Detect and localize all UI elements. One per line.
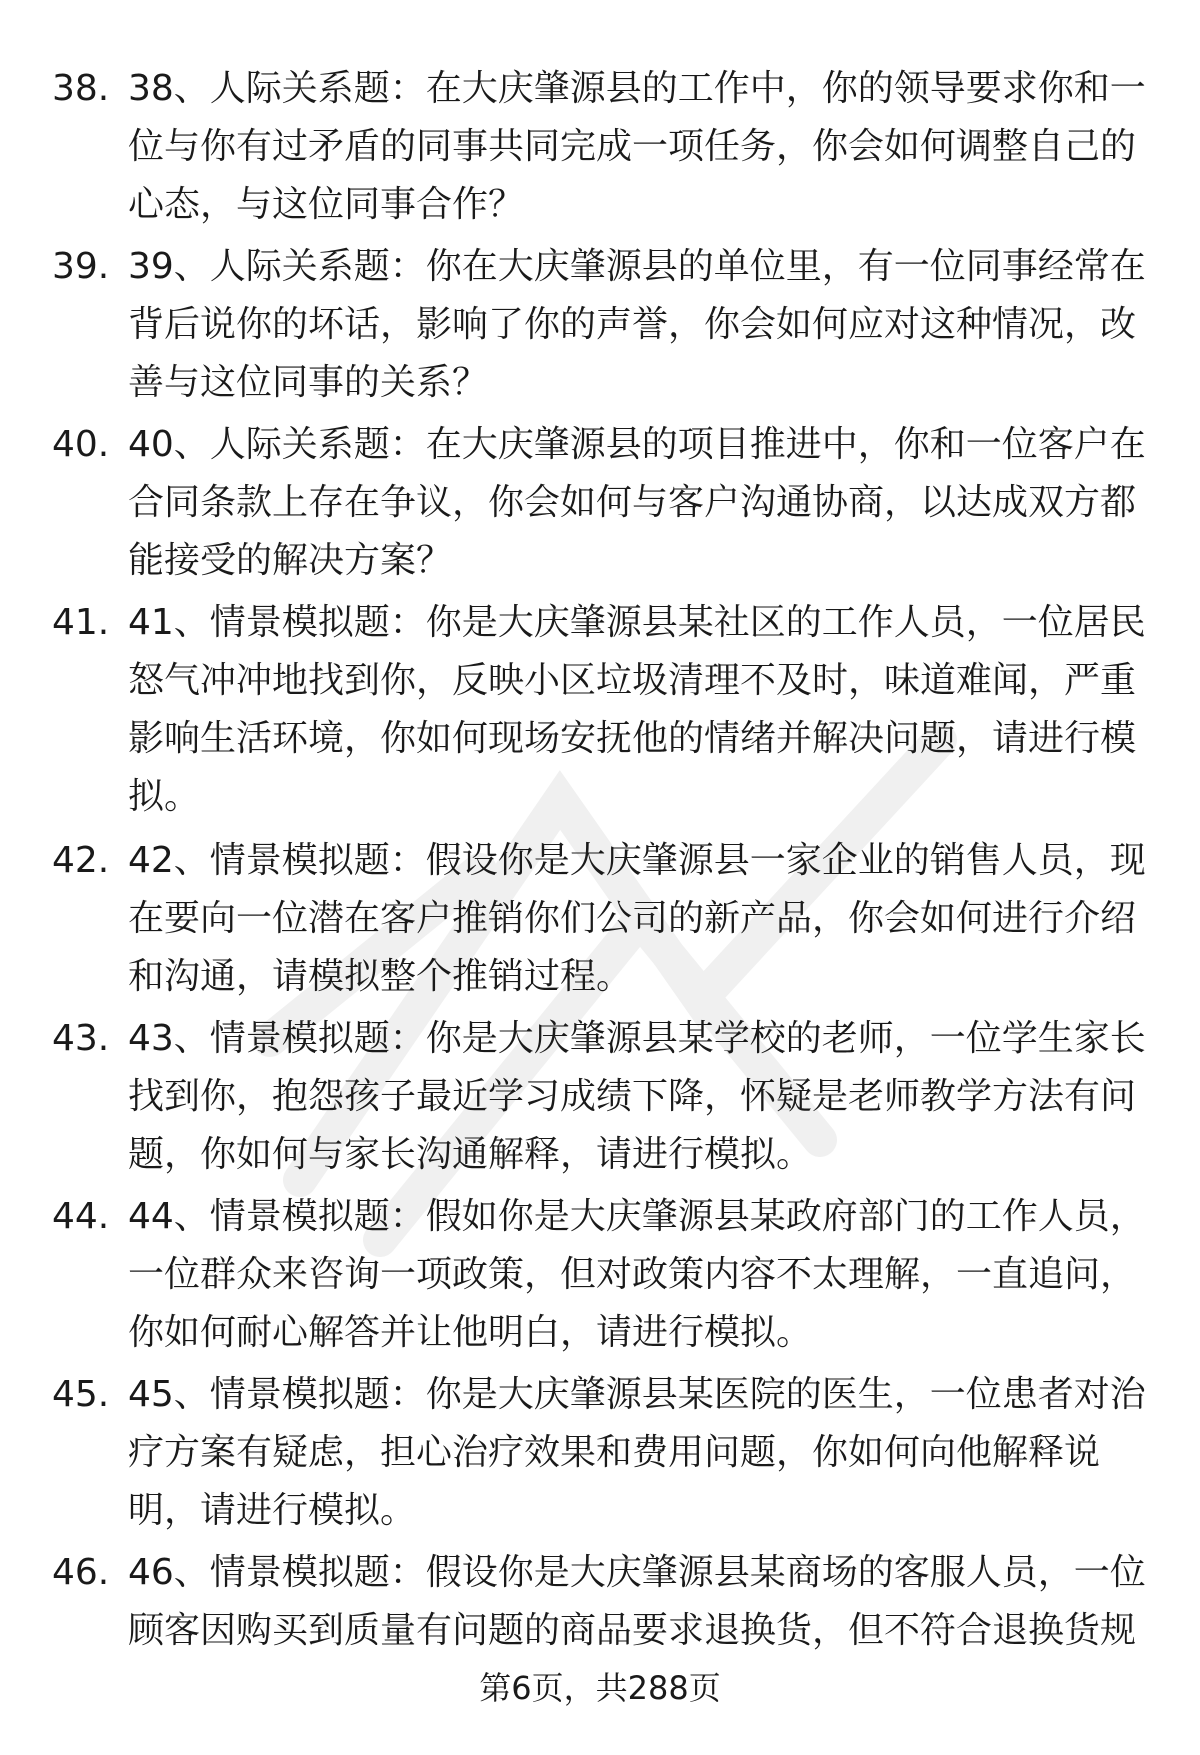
question-text: 40、人际关系题：在大庆肇源县的项目推进中，你和一位客户在合同条款上存在争议，你会如何与客户沟通协商，以达成双方都能接受的解决方案？ xyxy=(128,424,1146,581)
question-text: 44、情景模拟题：假如你是大庆肇源县某政府部门的工作人员，一位群众来咨询一项政策，但对政策内容不太理解，一直追问，你如何耐心解答并让他明白，请进行模拟。 xyxy=(128,1196,1146,1353)
question-text: 42、情景模拟题：假设你是大庆肇源县一家企业的销售人员，现在要向一位潜在客户推销你们公司的新产品，你会如何进行介绍和沟通，请模拟整个推销过程。 xyxy=(128,840,1146,997)
question-item xyxy=(0,594,1200,832)
question-item xyxy=(0,238,1200,416)
question-number: 45. xyxy=(52,1374,110,1415)
question-item xyxy=(0,1010,1200,1188)
question-item xyxy=(0,832,1200,1010)
question-number: 41. xyxy=(52,602,110,643)
question-text: 41、情景模拟题：你是大庆肇源县某社区的工作人员，一位居民怒气冲冲地找到你，反映小区垃圾清理不及时，味道难闻，严重影响生活环境，你如何现场安抚他的情绪并解决问题，请进行模拟。 xyxy=(128,602,1146,817)
question-item xyxy=(0,1366,1200,1544)
question-number: 39. xyxy=(52,246,110,287)
question-text: 39、人际关系题：你在大庆肇源县的单位里，有一位同事经常在背后说你的坏话，影响了你的声誉，你会如何应对这种情况，改善与这位同事的关系？ xyxy=(128,246,1146,403)
question-text: 38、人际关系题：在大庆肇源县的工作中，你的领导要求你和一位与你有过矛盾的同事共同完成一项任务，你会如何调整自己的心态，与这位同事合作？ xyxy=(128,68,1146,225)
page-footer xyxy=(0,1668,1200,1708)
question-text: 43、情景模拟题：你是大庆肇源县某学校的老师，一位学生家长找到你，抱怨孩子最近学习成绩下降，怀疑是老师教学方法有问题，你如何与家长沟通解释，请进行模拟。 xyxy=(128,1018,1146,1175)
question-item xyxy=(0,1188,1200,1366)
question-number: 40. xyxy=(52,424,110,465)
question-number: 43. xyxy=(52,1018,110,1059)
question-text: 45、情景模拟题：你是大庆肇源县某医院的医生，一位患者对治疗方案有疑虑，担心治疗效果和费用问题，你如何向他解释说明，请进行模拟。 xyxy=(128,1374,1146,1531)
question-number: 46. xyxy=(52,1552,110,1593)
question-item xyxy=(0,416,1200,594)
page-number-label: 第6页，共288页 xyxy=(479,1669,721,1707)
question-text: 46、情景模拟题：假设你是大庆肇源县某商场的客服人员，一位顾客因购买到质量有问题的商品要求退换货，但不符合退换货规 xyxy=(128,1552,1146,1651)
question-item xyxy=(0,60,1200,238)
question-number: 42. xyxy=(52,840,110,881)
question-number: 44. xyxy=(52,1196,110,1237)
question-list xyxy=(0,60,1200,1722)
question-number: 38. xyxy=(52,68,110,109)
